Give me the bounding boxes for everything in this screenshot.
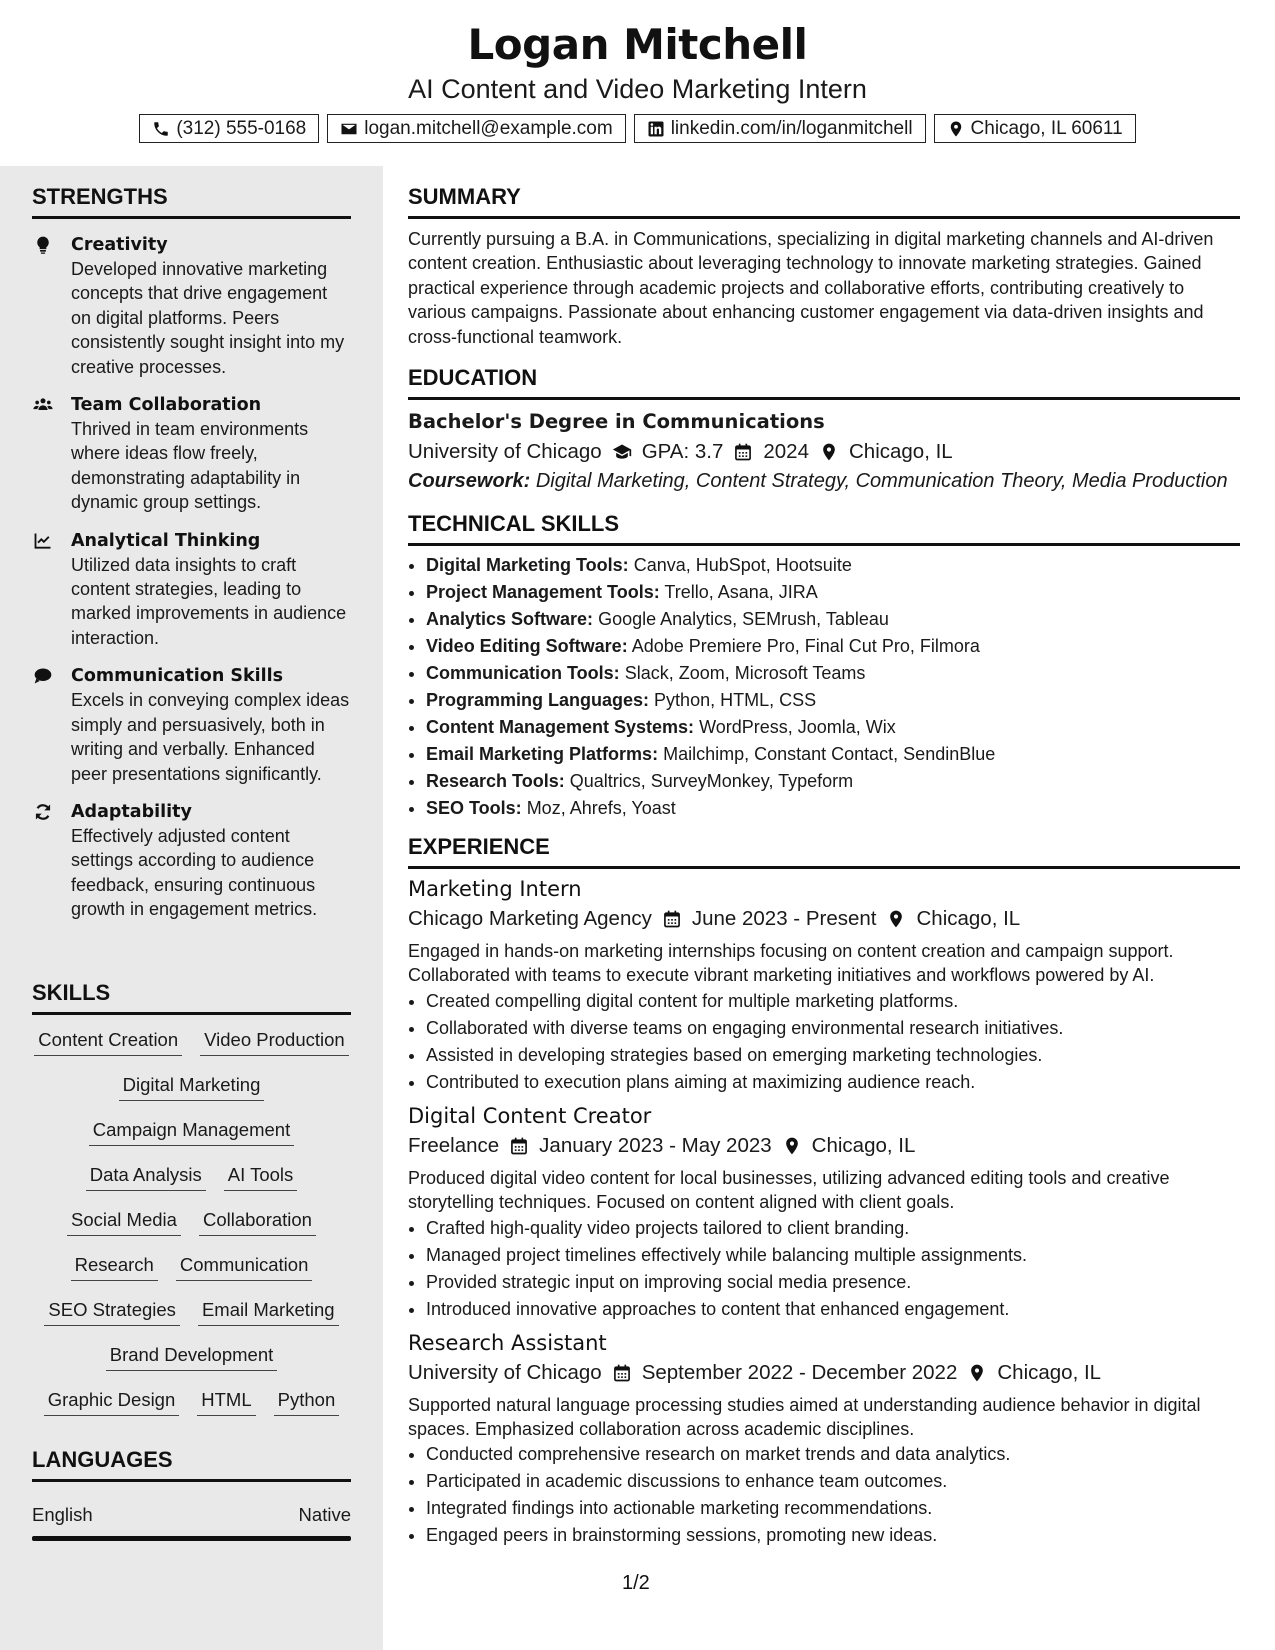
coursework: [408, 470, 1240, 493]
company: Freelance: [408, 1133, 500, 1157]
speech-bubble-icon: [32, 666, 54, 686]
contact-phone[interactable]: [139, 114, 319, 143]
graduation-year: 2024: [763, 440, 809, 464]
job-meta: [408, 907, 1240, 931]
skills-title: SKILLS: [32, 980, 351, 1015]
strengths-title: STRENGTHS: [32, 184, 351, 219]
skill-category: Content Management Systems:: [426, 717, 695, 738]
experience-title: EXPERIENCE: [408, 834, 1240, 869]
company: University of Chicago: [408, 1360, 602, 1384]
calendar-icon: [509, 1136, 529, 1156]
location-pin-icon: [886, 909, 906, 929]
skill-values: Google Analytics, SEMrush, Tableau: [598, 609, 889, 630]
skill-category: Project Management Tools:: [426, 582, 660, 603]
education-meta: [408, 440, 1240, 464]
school-name: University of Chicago: [408, 440, 602, 464]
job-dates: September 2022 - December 2022: [641, 1360, 958, 1384]
list-item: • Introduced innovative approaches to content that enhanced engagement.: [426, 1296, 1240, 1323]
list-item: [426, 579, 1240, 606]
job-entry: [408, 1104, 1240, 1323]
contact-email[interactable]: [327, 114, 625, 143]
skill-tag: Social Media: [67, 1209, 181, 1236]
location-pin-icon: [947, 120, 965, 138]
job-location: Chicago, IL: [997, 1360, 1102, 1384]
language-item: [32, 1504, 351, 1526]
job-entry: [408, 877, 1240, 1096]
summary-text: Currently pursuing a B.A. in Communications, specializing in digital marketing channels and AI-driven content creation. Enthusiastic about leveraging technology to innovate marketing strategies. Gained practical experience through academic projects and collaborative efforts, contributing creatively to various campaigns. Passionate about enhancing customer engagement via data-driven insights and cross-functional teamwork.: [408, 229, 1214, 347]
job-desc: Produced digital video content for local businesses, utilizing advanced editing tools and creative storytelling techniques. Focused on content aligned with client goals.: [408, 1167, 1170, 1213]
skill-category: Video Editing Software:: [426, 636, 628, 657]
languages-title: LANGUAGES: [32, 1447, 351, 1482]
company: Chicago Marketing Agency: [408, 907, 652, 931]
linkedin-icon: [647, 120, 665, 138]
users-icon: [32, 395, 54, 415]
strength-desc: Effectively adjusted content settings according to audience feedback, ensuring continuous growth in engagement metrics.: [71, 825, 318, 920]
skill-tag: Python: [274, 1389, 340, 1416]
technical-skills-list: [408, 552, 1240, 822]
contact-phone-text: (312) 555-0168: [176, 117, 307, 139]
job-title: Digital Content Creator: [408, 1103, 652, 1128]
main-content: [408, 166, 1240, 1549]
contact-email-text: logan.mitchell@example.com: [364, 117, 613, 139]
strength-item: [32, 393, 351, 515]
chart-line-icon: [32, 531, 54, 551]
list-item: • Collaborated with diverse teams on engaging environmental research initiatives.: [426, 1015, 1240, 1042]
skill-values: Trello, Asana, JIRA: [664, 582, 818, 603]
list-item: • Assisted in developing strategies based on emerging marketing technologies.: [426, 1042, 1240, 1069]
list-item: • Integrated findings into actionable marketing recommendations.: [426, 1495, 1240, 1522]
languages-section: [32, 1447, 351, 1541]
job-title: Marketing Intern: [408, 877, 582, 902]
list-item: • Provided strategic input on improving social media presence.: [426, 1269, 1240, 1296]
strength-title: Adaptability: [71, 801, 192, 822]
candidate-name: Logan Mitchell: [467, 20, 808, 69]
coursework-label: Coursework:: [408, 470, 531, 493]
education-section: [408, 365, 1240, 493]
contact-linkedin[interactable]: [634, 114, 926, 143]
list-item: • Created compelling digital content for multiple marketing platforms.: [426, 988, 1240, 1015]
school-location: Chicago, IL: [848, 440, 953, 464]
skill-tag: Campaign Management: [89, 1119, 294, 1146]
list-item: [426, 606, 1240, 633]
skill-tag: Data Analysis: [86, 1164, 206, 1191]
job-entry: [408, 1331, 1240, 1550]
skill-tag: Content Creation: [34, 1029, 182, 1056]
list-item: • Contributed to execution plans aiming at maximizing audience reach.: [426, 1069, 1240, 1096]
contact-linkedin-text: linkedin.com/in/loganmitchell: [670, 117, 913, 139]
skill-values: Slack, Zoom, Microsoft Teams: [624, 663, 866, 684]
job-dates: January 2023 - May 2023: [539, 1133, 772, 1157]
list-item: [426, 768, 1240, 795]
phone-icon: [152, 120, 170, 138]
skill-values: Qualtrics, SurveyMonkey, Typeform: [569, 771, 854, 792]
strength-item: [32, 233, 351, 379]
calendar-icon: [733, 442, 753, 462]
degree-title: Bachelor's Degree in Communications: [408, 410, 825, 434]
skill-tag: Digital Marketing: [119, 1074, 265, 1101]
skill-tag: Graphic Design: [44, 1389, 180, 1416]
location-pin-icon: [782, 1136, 802, 1156]
job-location: Chicago, IL: [916, 907, 1021, 931]
skill-values: Canva, HubSpot, Hootsuite: [633, 555, 852, 576]
resume-header: [0, 0, 1275, 166]
strength-desc: Excels in conveying complex ideas simply and persuasively, both in writing and verbally. Enhanced peer presentations significantly.: [71, 690, 350, 784]
strength-item: [32, 800, 351, 922]
list-item: • Crafted high-quality video projects tailored to client branding.: [426, 1215, 1240, 1242]
location-pin-icon: [819, 442, 839, 462]
job-bullets: [408, 1441, 1240, 1549]
list-item: [426, 552, 1240, 579]
skill-values: Mailchimp, Constant Contact, SendinBlue: [663, 744, 996, 765]
list-item: • Participated in academic discussions to enhance team outcomes.: [426, 1468, 1240, 1495]
summary-title: SUMMARY: [408, 184, 1240, 219]
job-bullets: [408, 988, 1240, 1096]
strength-title: Communication Skills: [71, 666, 284, 687]
skill-category: SEO Tools:: [426, 798, 522, 819]
strength-item: [32, 664, 351, 786]
envelope-icon: [340, 120, 358, 138]
gpa: GPA: 3.7: [641, 440, 724, 464]
language-proficiency-bar: [32, 1536, 351, 1541]
job-desc: Engaged in hands-on marketing internships focusing on content creation and campaign support. Collaborated with teams to execute vibrant marketing initiatives and workflows powered by AI.: [408, 941, 1174, 986]
refresh-icon: [32, 802, 54, 822]
skill-tag: Communication: [176, 1254, 313, 1281]
skill-tag: Collaboration: [199, 1209, 316, 1236]
skill-category: Digital Marketing Tools:: [426, 555, 629, 576]
list-item: [426, 714, 1240, 741]
technical-skills-title: TECHNICAL SKILLS: [408, 511, 1240, 546]
list-item: [426, 660, 1240, 687]
list-item: [426, 795, 1240, 822]
skill-tag: Brand Development: [106, 1344, 278, 1371]
sidebar: [0, 166, 383, 1650]
experience-section: [408, 834, 1240, 1549]
strength-desc: Utilized data insights to craft content strategies, leading to marked improvements in audience interaction.: [71, 554, 347, 648]
job-bullets: [408, 1215, 1240, 1323]
contact-bar: [0, 114, 1275, 143]
language-name: English: [32, 1504, 93, 1525]
list-item: • Managed project timelines effectively while balancing multiple assignments.: [426, 1242, 1240, 1269]
skill-tag: Video Production: [200, 1029, 349, 1056]
skill-values: Python, HTML, CSS: [654, 690, 817, 711]
skills-section: [32, 980, 351, 1434]
candidate-role: AI Content and Video Marketing Intern: [408, 74, 867, 104]
skill-values: Moz, Ahrefs, Yoast: [526, 798, 676, 819]
strength-desc: Thrived in team environments where ideas flow freely, demonstrating adaptability in dynamic group settings.: [71, 419, 309, 513]
strength-title: Creativity: [71, 235, 168, 255]
skill-category: Programming Languages:: [426, 690, 650, 711]
calendar-icon: [662, 909, 682, 929]
skill-tag: Email Marketing: [198, 1299, 339, 1326]
summary-section: [408, 184, 1240, 349]
job-location: Chicago, IL: [811, 1133, 916, 1157]
skill-category: Email Marketing Platforms:: [426, 744, 659, 765]
location-pin-icon: [967, 1363, 987, 1383]
contact-location-text: Chicago, IL 60611: [970, 117, 1123, 139]
job-desc: Supported natural language processing studies aimed at understanding audience behavior in digital spaces. Emphasized collaboration across academic disciplines.: [408, 1394, 1201, 1440]
skill-category: Communication Tools:: [426, 663, 620, 684]
coursework-list: Digital Marketing, Content Strategy, Communication Theory, Media Production: [535, 470, 1228, 493]
job-title: Research Assistant: [408, 1330, 607, 1355]
technical-skills-section: [408, 511, 1240, 822]
list-item: [426, 741, 1240, 768]
lightbulb-icon: [32, 235, 54, 255]
strength-title: Analytical Thinking: [71, 530, 261, 551]
skill-values: Adobe Premiere Pro, Final Cut Pro, Filmora: [631, 636, 980, 657]
calendar-icon: [612, 1363, 632, 1383]
strength-title: Team Collaboration: [71, 395, 262, 416]
strength-item: [32, 529, 351, 651]
list-item: [426, 687, 1240, 714]
skill-tag: AI Tools: [224, 1164, 297, 1191]
job-meta: [408, 1361, 1240, 1385]
strengths-section: [32, 184, 351, 922]
contact-location: [934, 114, 1136, 143]
job-meta: [408, 1134, 1240, 1158]
skill-tag: Research: [71, 1254, 158, 1281]
graduation-cap-icon: [612, 442, 632, 462]
list-item: • Engaged peers in brainstorming sessions, promoting new ideas.: [426, 1522, 1240, 1549]
skill-tag: HTML: [197, 1389, 255, 1416]
skills-list: [32, 1029, 351, 1434]
list-item: [426, 633, 1240, 660]
list-item: • Conducted comprehensive research on market trends and data analytics.: [426, 1441, 1240, 1468]
strength-desc: Developed innovative marketing concepts that drive engagement on digital platforms. Peers consistently sought insight into my creative processes.: [71, 259, 345, 377]
skill-category: Research Tools:: [426, 771, 565, 792]
skill-category: Analytics Software:: [426, 609, 594, 630]
skill-values: WordPress, Joomla, Wix: [699, 717, 896, 738]
language-level: Native: [298, 1504, 351, 1525]
job-dates: June 2023 - Present: [691, 907, 877, 931]
education-title: EDUCATION: [408, 365, 1240, 400]
skill-tag: SEO Strategies: [44, 1299, 180, 1326]
page-number: 1/2: [622, 1572, 650, 1594]
